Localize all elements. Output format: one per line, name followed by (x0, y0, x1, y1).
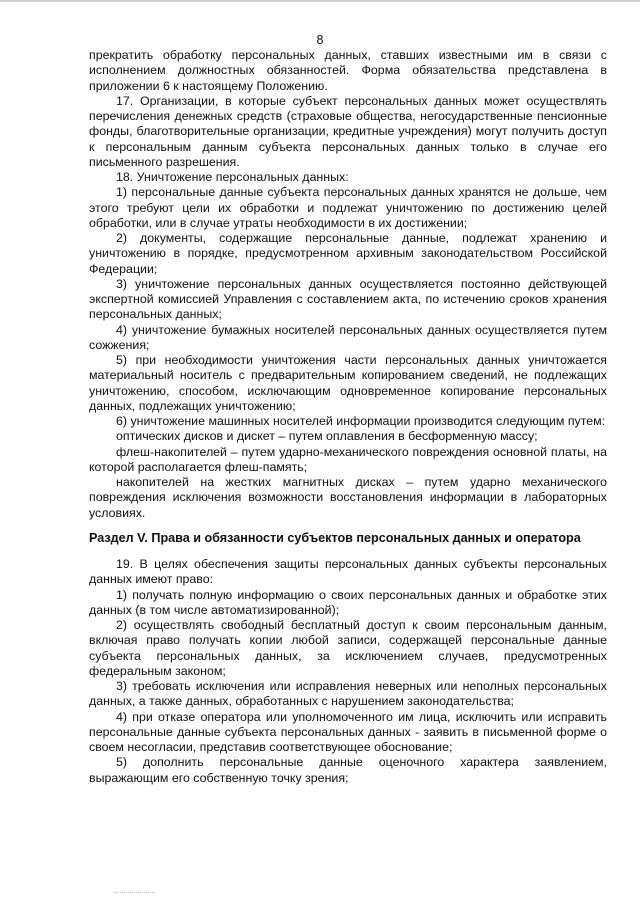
sub-list-item: накопителей на жестких магнитных дисках – путем ударно механического повреждения исключения возможности восстановления информации в лабораторных условиях. (89, 475, 607, 520)
list-item: 2) документы, содержащие персональные данные, подлежат хранению и уничтожению в порядке, предусмотренном архивным законодательством Российской Федерации; (89, 231, 607, 276)
list-item: 1) персональные данные субъекта персональных данных хранятся не дольше, чем этого требуют цели их обработки и подлежат уничтожению по достижению целей обработки, или в случае утраты необходимости в их достижении; (89, 185, 607, 230)
paragraph-17: 17. Организации, в которые субъект персональных данных может осуществлять перечисления денежных средств (страховые общества, негосударственные пенсионные фонды, благотворительные организации, кредитные учреждения) могут получить доступ к персональным данным субъекта персональных данных только в случае его письменного разрешения. (89, 93, 607, 169)
list-item: 5) при необходимости уничтожения части персональных данных уничтожается материальный носитель с предварительным копированием сведений, не подлежащих уничтожению, способом, исключающим одновременное копирование персональных данных, подлежащих уничтожению; (89, 353, 607, 413)
list-item: 3) требовать исключения или исправления неверных или неполных персональных данных, а также данных, обработанных с нарушением законодательства; (89, 679, 607, 709)
paragraph-18-heading: 18. Уничтожение персональных данных: (116, 170, 349, 184)
scan-artifact (115, 891, 155, 893)
list-item: 3) уничтожение персональных данных осуществляется постоянно действующей экспертной комиссией Управления с составлением акта, по истечению сроков хранения персональных данных; (89, 276, 607, 322)
list-item: 4) уничтожение бумажных носителей персональных данных осуществляется путем сожжения; (89, 322, 607, 352)
top-edge-line (0, 0, 640, 2)
paragraph-19: 19. В целях обеспечения защиты персональных данных субъекты персональных данных имеют право: (89, 557, 607, 587)
list-item: 2) осуществлять свободный бесплатный доступ к своим персональным данным, включая право получать копии любой записи, содержащей персональные данные субъекта персональных данных, за исключением случаев, предусмотренных федеральным законом; (89, 618, 607, 678)
list-item: 6) уничтожение машинных носителей информации производится следующим путем: (116, 414, 606, 428)
sub-list-item: оптических дисков и дискет – путем оплавления в бесформенную массу; (116, 429, 538, 444)
document-body (89, 48, 607, 786)
list-item: 4) при отказе оператора или уполномоченного им лица, исключить или исправить персональные данные субъекта персональных данных - заявить в письменной форме о своем несогласии, представив соответствующее обоснование; (89, 709, 607, 754)
section-title: Раздел V. Права и обязанности субъектов персональных данных и оператора (89, 530, 581, 545)
paragraph: прекратить обработку персональных данных, ставших известными им в связи с исполнением должностных обязанностей. Форма обязательства представлена в приложении 6 к настоящему Положению. (89, 48, 607, 93)
page-number: 8 (316, 33, 324, 47)
list-item: 1) получать полную информацию о своих персональных данных и обработке этих данных (в том числе автоматизированной); (89, 587, 607, 617)
list-item: 5) дополнить персональные данные оценочного характера заявлением, выражающим его собственную точку зрения; (89, 755, 607, 785)
sub-list-item: флеш-накопителей – путем ударно-механического повреждения основной платы, на которой располагается флеш-память; (89, 444, 607, 474)
